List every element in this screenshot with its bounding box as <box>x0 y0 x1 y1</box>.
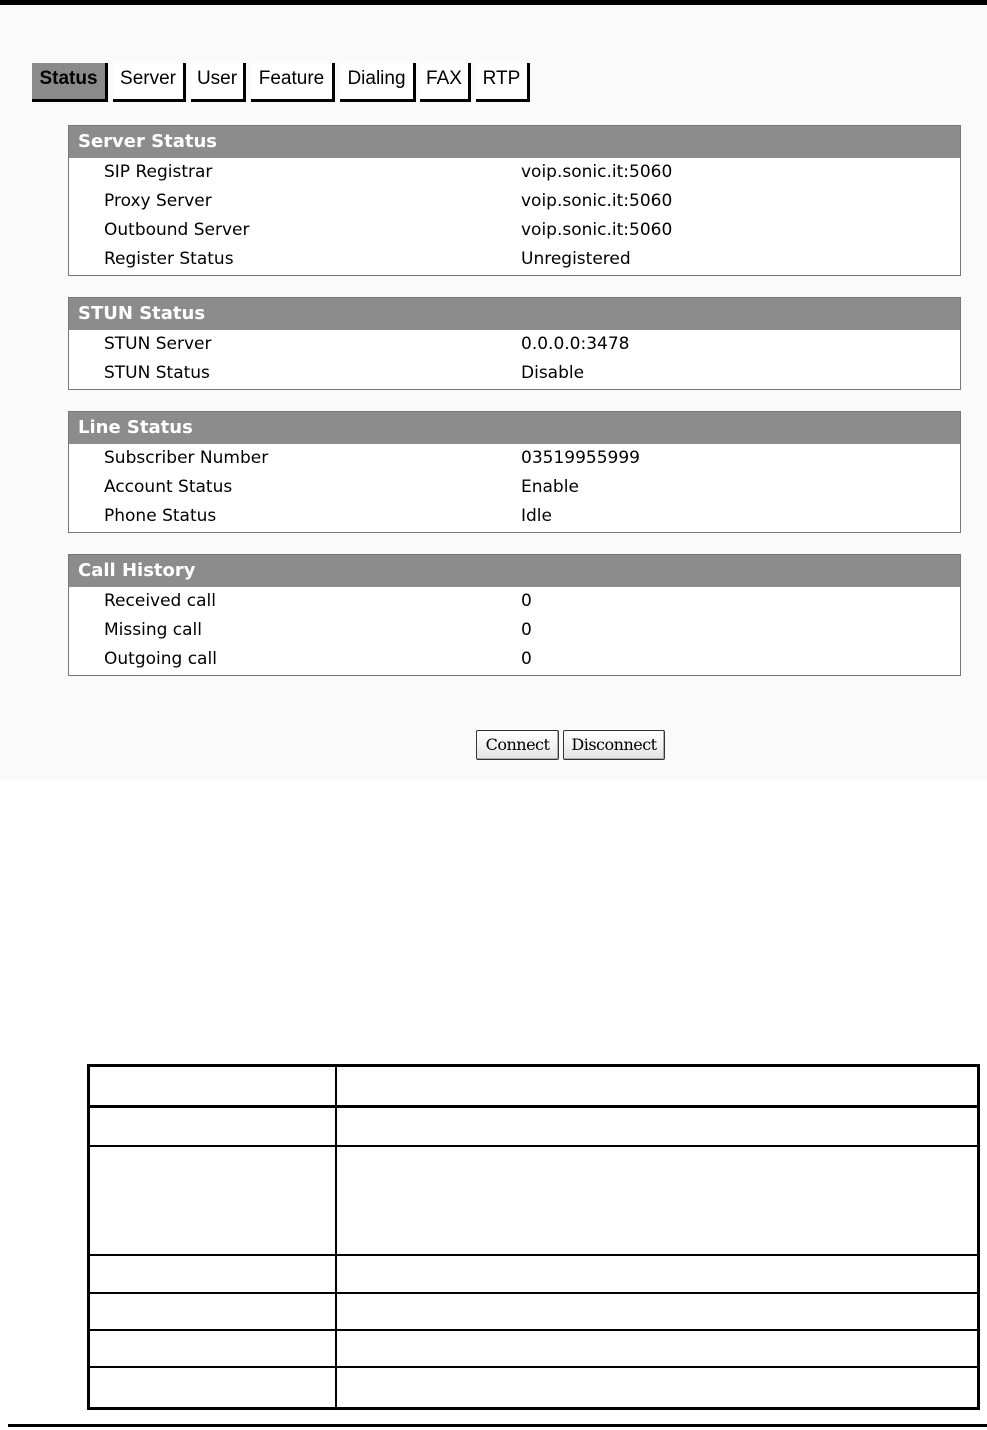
table-row <box>69 330 960 359</box>
row-value: Enable <box>521 477 579 497</box>
table-row <box>69 587 960 616</box>
empty-table <box>87 1064 980 1410</box>
row-value: voip.sonic.it:5060 <box>521 162 673 182</box>
tab-dialing[interactable]: Dialing <box>340 63 416 102</box>
row-label: Phone Status <box>104 506 217 526</box>
tab-user[interactable]: User <box>191 63 246 102</box>
bottom-rule <box>8 1424 987 1427</box>
row-value: 0.0.0.0:3478 <box>521 334 630 354</box>
row-value: 0 <box>521 591 532 611</box>
stun-status-panel <box>68 297 961 390</box>
row-value: Idle <box>521 506 552 526</box>
row-value: Disable <box>521 363 585 383</box>
table-row-divider <box>90 1366 977 1368</box>
row-label: SIP Registrar <box>104 162 213 182</box>
server-status-panel <box>68 125 961 276</box>
table-row-divider <box>90 1329 977 1331</box>
table-column-divider <box>335 1067 337 1407</box>
row-value: 0 <box>521 620 532 640</box>
connect-button[interactable]: Connect <box>476 730 559 760</box>
device-web-ui <box>0 5 987 780</box>
table-row-divider <box>90 1292 977 1294</box>
row-value: voip.sonic.it:5060 <box>521 220 673 240</box>
row-label: STUN Server <box>104 334 212 354</box>
call-history-panel <box>68 554 961 676</box>
row-label: Account Status <box>104 477 233 497</box>
tab-feature[interactable]: Feature <box>251 63 335 102</box>
table-row <box>69 158 960 187</box>
table-header-divider <box>90 1105 977 1108</box>
row-label: Received call <box>104 591 216 611</box>
disconnect-button[interactable]: Disconnect <box>563 730 665 760</box>
table-row <box>69 444 960 473</box>
section-title: Line Status <box>69 412 960 444</box>
row-label: Missing call <box>104 620 203 640</box>
row-label: STUN Status <box>104 363 210 383</box>
row-label: Outbound Server <box>104 220 250 240</box>
row-value: 03519955999 <box>521 448 640 468</box>
row-value: 0 <box>521 649 532 669</box>
table-row-divider <box>90 1254 977 1256</box>
table-row <box>69 645 960 674</box>
table-row <box>69 473 960 502</box>
tab-rtp[interactable]: RTP <box>476 63 530 102</box>
section-title: STUN Status <box>69 298 960 330</box>
tab-server[interactable]: Server <box>113 63 186 102</box>
tab-status[interactable]: Status <box>32 63 108 102</box>
table-row <box>69 187 960 216</box>
tab-fax[interactable]: FAX <box>420 63 471 102</box>
row-label: Proxy Server <box>104 191 212 211</box>
section-title: Server Status <box>69 126 960 158</box>
row-label: Register Status <box>104 249 234 269</box>
table-row-divider <box>90 1145 977 1147</box>
table-row <box>69 216 960 245</box>
row-value: Unregistered <box>521 249 631 269</box>
section-title: Call History <box>69 555 960 587</box>
table-row <box>69 502 960 531</box>
table-row <box>69 245 960 274</box>
line-status-panel <box>68 411 961 533</box>
table-row <box>69 359 960 388</box>
row-label: Subscriber Number <box>104 448 269 468</box>
row-label: Outgoing call <box>104 649 217 669</box>
row-value: voip.sonic.it:5060 <box>521 191 673 211</box>
table-row <box>69 616 960 645</box>
